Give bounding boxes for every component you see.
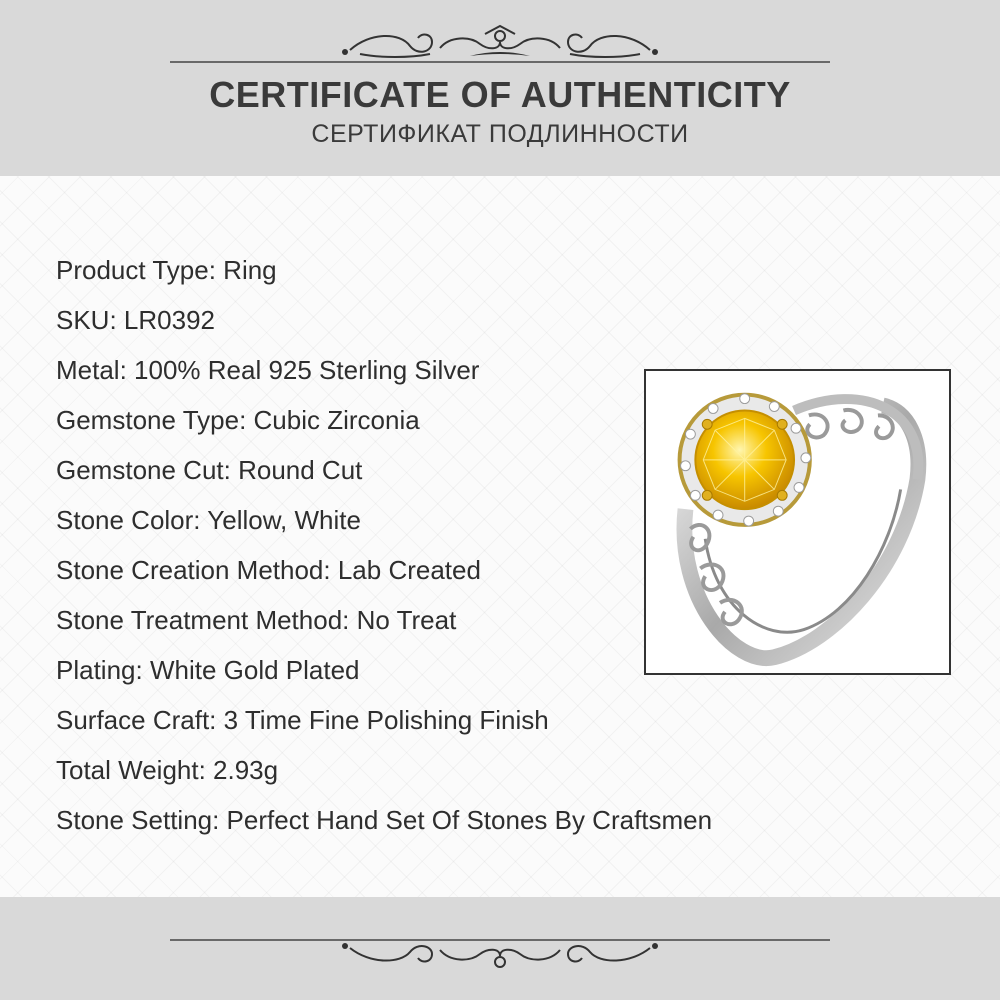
product-photo-frame	[644, 369, 951, 675]
spec-stone-setting: Stone Setting: Perfect Hand Set Of Stones By Craftsmen	[56, 805, 713, 835]
certificate-title: CERTIFICATE OF AUTHENTICITY	[209, 74, 791, 115]
header-band	[0, 0, 1000, 176]
spec-stone-color: Stone Color: Yellow, White	[56, 505, 361, 535]
ring-icon	[646, 371, 949, 673]
spec-metal: Metal: 100% Real 925 Sterling Silver	[56, 355, 480, 385]
spec-stone-treatment-method: Stone Treatment Method: No Treat	[56, 605, 457, 635]
spec-product-type: Product Type: Ring	[56, 255, 277, 285]
certificate-title-russian: СЕРТИФИКАТ ПОДЛИННОСТИ	[311, 120, 689, 148]
spec-plating: Plating: White Gold Plated	[56, 655, 360, 685]
scroll-ornament-icon	[170, 22, 830, 72]
spec-surface-craft: Surface Craft: 3 Time Fine Polishing Finish	[56, 705, 549, 735]
spec-gemstone-type: Gemstone Type: Cubic Zirconia	[56, 405, 420, 435]
spec-stone-creation-method: Stone Creation Method: Lab Created	[56, 555, 481, 585]
spec-sku: SKU: LR0392	[56, 305, 215, 335]
spec-gemstone-cut: Gemstone Cut: Round Cut	[56, 455, 363, 485]
scroll-ornament-icon	[170, 920, 830, 970]
spec-total-weight: Total Weight: 2.93g	[56, 755, 279, 785]
